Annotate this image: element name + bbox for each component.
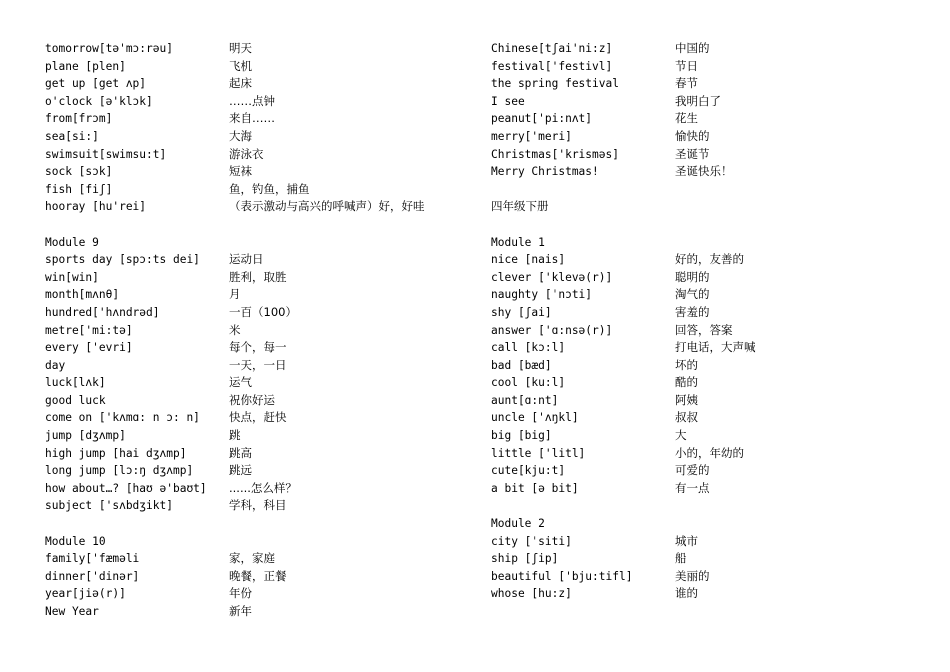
english-word: day xyxy=(45,358,66,372)
chinese-meaning: 一百（100） xyxy=(229,304,297,319)
vocab-row xyxy=(45,128,465,146)
vocab-row xyxy=(491,40,911,58)
english-word: a bit [ə bit] xyxy=(491,481,579,495)
chinese-meaning: 短袜 xyxy=(229,164,252,179)
english-word: how about…? [haʊ ə'baʊt] xyxy=(45,481,207,495)
chinese-meaning: 月 xyxy=(229,287,241,302)
vocab-row xyxy=(491,480,911,498)
vocab-row xyxy=(45,550,465,568)
chinese-meaning: 可爱的 xyxy=(675,463,710,478)
spacer xyxy=(491,181,911,199)
english-word: plane [plen] xyxy=(45,59,126,73)
vocab-row xyxy=(491,251,911,269)
english-word: year[jiə(r)] xyxy=(45,587,126,601)
english-word: answer ['ɑ:nsə(r)] xyxy=(491,323,613,337)
vocab-row xyxy=(45,339,465,357)
english-word: Chinese[tʃai'ni:z] xyxy=(491,42,613,55)
vocab-row xyxy=(45,462,465,480)
vocab-row xyxy=(491,585,911,603)
english-word: luck[lʌk] xyxy=(45,376,106,390)
vocab-row xyxy=(45,58,465,76)
chinese-meaning: 回答，答案 xyxy=(675,322,733,337)
chinese-meaning: 花生 xyxy=(675,111,698,126)
spacer xyxy=(45,515,465,533)
english-word: aunt[ɑ:nt] xyxy=(491,393,559,407)
chinese-meaning: 我明白了 xyxy=(675,93,721,108)
module-title: Module 2 xyxy=(491,517,545,531)
english-word: win[win] xyxy=(45,270,99,284)
english-word: every ['evri] xyxy=(45,341,133,355)
vocab-row xyxy=(491,568,911,586)
vocab-row xyxy=(491,286,911,304)
module9-heading xyxy=(45,234,465,252)
english-word: festival['festivl] xyxy=(491,59,613,73)
chinese-meaning: 坏的 xyxy=(675,357,698,372)
vocab-row xyxy=(45,480,465,498)
vocab-row xyxy=(491,427,911,445)
english-word: good luck xyxy=(45,393,106,407)
vocab-row xyxy=(491,339,911,357)
vocab-row xyxy=(491,392,911,410)
vocab-group-module2 xyxy=(491,533,911,603)
english-word: subject ['sʌbdʒikt] xyxy=(45,499,173,513)
vocab-row xyxy=(45,304,465,322)
chinese-meaning: 圣诞快乐！ xyxy=(675,164,733,179)
spacer xyxy=(45,216,465,234)
english-word: from[frɔm] xyxy=(45,112,113,126)
english-word: cool [ku:l] xyxy=(491,376,566,390)
vocab-row xyxy=(491,163,911,181)
vocab-row xyxy=(45,427,465,445)
chinese-meaning: 新年 xyxy=(229,604,252,618)
vocab-row xyxy=(45,409,465,427)
english-word: sock [sɔk] xyxy=(45,165,113,179)
english-word: naughty [ˈnɔti] xyxy=(491,288,593,302)
english-word: family['fæməli xyxy=(45,552,140,566)
module1-heading xyxy=(491,234,911,252)
chinese-meaning: 害羞的 xyxy=(675,304,710,319)
english-word: peanut['pi:nʌt] xyxy=(491,112,593,126)
english-word: sea[si:] xyxy=(45,129,99,143)
english-word: long jump [lɔ:ŋ dʒʌmp] xyxy=(45,464,194,478)
chinese-meaning: 每个，每一 xyxy=(229,340,287,355)
vocab-row xyxy=(45,497,465,515)
chinese-meaning: 圣诞节 xyxy=(675,146,710,161)
english-word: tomorrow[tə'mɔ:rəu] xyxy=(45,42,173,55)
vocab-row xyxy=(45,374,465,392)
vocab-row xyxy=(45,163,465,181)
english-word: big [big] xyxy=(491,429,552,443)
spacer xyxy=(491,216,911,234)
chinese-meaning: 跳远 xyxy=(229,463,252,478)
chinese-meaning: 阿姨 xyxy=(675,392,698,407)
vocab-row xyxy=(491,110,911,128)
vocab-row xyxy=(45,181,465,199)
vocab-row xyxy=(45,93,465,111)
chinese-meaning: 有一点 xyxy=(675,480,710,495)
chinese-meaning: 淘气的 xyxy=(675,287,710,302)
chinese-meaning: 来自…… xyxy=(229,111,275,126)
chinese-meaning: 年份 xyxy=(229,586,252,601)
chinese-meaning: 大 xyxy=(675,428,687,443)
vocab-row xyxy=(491,146,911,164)
chinese-meaning: （表示激动与高兴的呼喊声）好，好哇 xyxy=(229,199,425,214)
vocab-row xyxy=(45,251,465,269)
chinese-meaning: 家，家庭 xyxy=(229,551,275,566)
vocab-row xyxy=(491,445,911,463)
english-word: shy [ʃai] xyxy=(491,305,552,319)
english-word: metre['mi:tə] xyxy=(45,323,133,337)
vocab-group-module9 xyxy=(45,251,465,515)
chinese-meaning: 美丽的 xyxy=(675,568,710,583)
english-word: hooray [hu'rei] xyxy=(45,200,147,214)
vocab-row xyxy=(45,110,465,128)
module-title: Module 10 xyxy=(45,534,106,548)
chinese-meaning: 好的，友善的 xyxy=(675,252,744,267)
vocab-row xyxy=(45,322,465,340)
english-word: dinner['dinər] xyxy=(45,569,140,583)
chinese-meaning: 快点，赶快 xyxy=(229,410,287,425)
spacer xyxy=(491,497,911,515)
chinese-meaning: 中国的 xyxy=(675,41,710,55)
english-word: bad [bæd] xyxy=(491,358,552,372)
english-word: swimsuit[swimsu:t] xyxy=(45,147,167,161)
chinese-meaning: 叔叔 xyxy=(675,410,698,425)
vocab-row xyxy=(45,40,465,58)
chinese-meaning: 运动日 xyxy=(229,252,264,267)
english-word: cute[kju:t] xyxy=(491,464,566,478)
english-word: fish [fiʃ] xyxy=(45,182,113,196)
chinese-meaning: ......怎么样？ xyxy=(229,480,297,495)
left-column xyxy=(45,40,465,621)
english-word: city [ˈsiti] xyxy=(491,534,572,548)
chinese-meaning: ……点钟 xyxy=(229,93,275,108)
english-word: come on ['kʌmɑ: n ɔ: n] xyxy=(45,411,200,425)
chinese-meaning: 打电话，大声喊 xyxy=(675,340,756,355)
vocab-row xyxy=(491,462,911,480)
vocab-group-module10-cont xyxy=(491,40,911,181)
chinese-meaning: 城市 xyxy=(675,533,698,548)
chinese-meaning: 鱼，钓鱼，捕鱼 xyxy=(229,181,310,196)
english-word: I see xyxy=(491,94,525,108)
vocab-row xyxy=(491,550,911,568)
vocab-row xyxy=(45,146,465,164)
module-title: Module 1 xyxy=(491,235,545,249)
english-word: uncle ['ʌŋkl] xyxy=(491,411,579,425)
chinese-meaning: 明天 xyxy=(229,41,252,55)
english-word: get up [get ʌp] xyxy=(45,77,147,91)
chinese-meaning: 大海 xyxy=(229,128,252,143)
english-word: clever ['klevə(r)] xyxy=(491,270,613,284)
english-word: New Year xyxy=(45,605,99,618)
english-word: month[mʌnθ] xyxy=(45,288,120,302)
english-word: jump [dʒʌmp] xyxy=(45,429,126,443)
vocab-row xyxy=(491,374,911,392)
chinese-meaning: 小的，年幼的 xyxy=(675,445,744,460)
vocab-row xyxy=(45,75,465,93)
module10-heading xyxy=(45,533,465,551)
chinese-meaning: 胜利，取胜 xyxy=(229,269,287,284)
english-word: Christmas['krisməs] xyxy=(491,147,619,161)
vocab-row xyxy=(45,585,465,603)
vocab-row xyxy=(45,445,465,463)
english-word: Merry Christmas! xyxy=(491,165,599,179)
chinese-meaning: 船 xyxy=(675,551,687,566)
chinese-meaning: 米 xyxy=(229,322,241,337)
vocab-row xyxy=(45,603,465,621)
chinese-meaning: 晚餐，正餐 xyxy=(229,568,287,583)
english-word: hundred['hʌndrəd] xyxy=(45,305,160,319)
english-word: sports day [spɔ:ts dei] xyxy=(45,253,200,267)
chinese-meaning: 运气 xyxy=(229,375,252,390)
vocab-group-module8-cont xyxy=(45,40,465,216)
grade-heading xyxy=(491,198,911,216)
chinese-meaning: 学科，科目 xyxy=(229,498,287,513)
vocab-row xyxy=(491,128,911,146)
vocab-group-module1 xyxy=(491,251,911,497)
english-word: the spring festival xyxy=(491,77,619,91)
chinese-meaning: 节日 xyxy=(675,58,698,73)
vocab-row xyxy=(45,198,465,216)
english-word: little ['litl] xyxy=(491,446,586,460)
vocab-group-module10 xyxy=(45,550,465,620)
vocab-row xyxy=(491,75,911,93)
english-word: merry['meri] xyxy=(491,129,572,143)
vocab-row xyxy=(491,409,911,427)
vocab-row xyxy=(45,286,465,304)
module-title: Module 9 xyxy=(45,235,99,249)
english-word: o'clock [ə'klɔk] xyxy=(45,94,153,108)
chinese-meaning: 春节 xyxy=(675,76,698,91)
vocab-row xyxy=(491,357,911,375)
english-word: nice [nais] xyxy=(491,253,566,267)
chinese-meaning: 谁的 xyxy=(675,586,698,601)
vocab-row xyxy=(45,568,465,586)
chinese-meaning: 跳高 xyxy=(229,445,252,460)
module2-heading xyxy=(491,515,911,533)
chinese-meaning: 跳 xyxy=(229,428,241,443)
vocab-row xyxy=(45,392,465,410)
english-word: high jump [hai dʒʌmp] xyxy=(45,446,187,460)
right-column xyxy=(491,40,911,603)
vocab-row xyxy=(491,58,911,76)
vocab-row xyxy=(491,322,911,340)
chinese-meaning: 飞机 xyxy=(229,58,252,73)
english-word: call [kɔ:l] xyxy=(491,341,566,355)
chinese-meaning: 祝你好运 xyxy=(229,392,275,407)
chinese-meaning: 聪明的 xyxy=(675,269,710,284)
vocab-row xyxy=(45,357,465,375)
vocab-row xyxy=(491,269,911,287)
chinese-meaning: 愉快的 xyxy=(675,128,710,143)
vocab-row xyxy=(45,269,465,287)
vocab-row xyxy=(491,93,911,111)
vocab-row xyxy=(491,304,911,322)
vocab-row xyxy=(491,533,911,551)
chinese-meaning: 酷的 xyxy=(675,375,698,390)
english-word: beautiful ['bju:tifl] xyxy=(491,569,633,583)
grade-title: 四年级下册 xyxy=(491,199,549,214)
chinese-meaning: 起床 xyxy=(229,76,252,91)
chinese-meaning: 游泳衣 xyxy=(229,146,264,161)
english-word: whose [hu:z] xyxy=(491,587,572,601)
english-word: ship [ʃip] xyxy=(491,552,559,566)
chinese-meaning: 一天，一日 xyxy=(229,357,287,372)
